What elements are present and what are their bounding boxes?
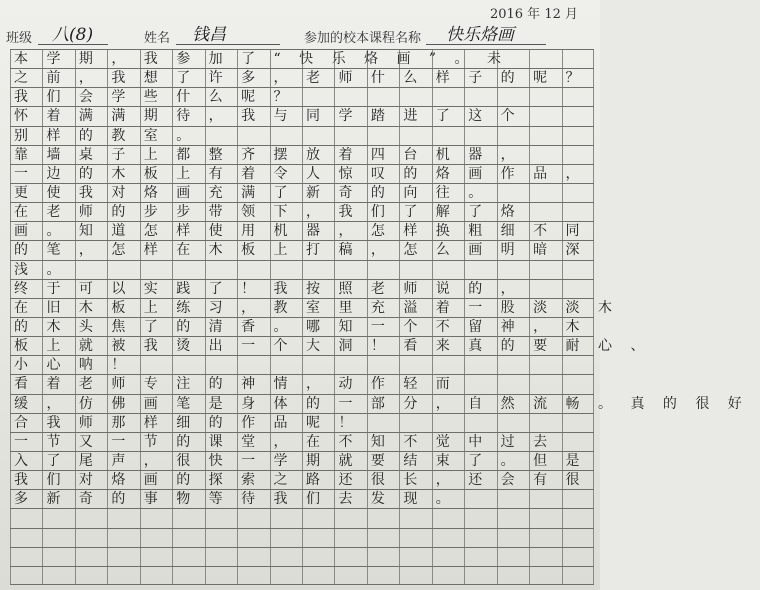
grid-row	[10, 470, 598, 489]
essay-line: 小心呐！	[14, 357, 144, 374]
grid-cell	[107, 509, 139, 527]
name-label: 姓名	[144, 31, 171, 46]
grid-cell	[529, 567, 561, 584]
date-label: 2016 年 12 月	[489, 7, 578, 22]
class-value: 八(8)	[52, 25, 94, 45]
course-underline	[426, 44, 546, 45]
grid-cell	[10, 203, 534, 221]
grid-cell	[205, 529, 237, 547]
grid-cell	[140, 548, 172, 566]
grid-cell	[10, 184, 501, 202]
grid-cell	[10, 337, 663, 355]
grid-cell	[367, 509, 399, 527]
grid-row	[10, 202, 594, 221]
grid-cell	[10, 165, 598, 183]
grid-cell	[10, 318, 598, 336]
grid-cell	[529, 509, 561, 527]
grid-cell	[464, 509, 496, 527]
grid-cell	[10, 548, 42, 566]
grid-cell	[42, 529, 74, 547]
grid-row	[10, 394, 760, 413]
grid-cell	[432, 567, 464, 584]
grid-cell	[42, 567, 74, 584]
grid-row	[10, 566, 594, 585]
grid-row	[10, 106, 594, 125]
grid-row	[10, 126, 594, 145]
grid-cell	[140, 567, 172, 584]
grid-cell	[270, 509, 302, 527]
grid-cell	[464, 567, 496, 584]
grid-cell	[10, 509, 42, 527]
grid-cell	[10, 433, 566, 451]
grid-cell	[172, 529, 204, 547]
grid-row	[10, 164, 598, 183]
grid-cell	[107, 548, 139, 566]
grid-cell	[75, 567, 107, 584]
grid-cell	[172, 548, 204, 566]
name-underline	[176, 44, 280, 45]
essay-line: 一边的木板上有着令人惊叹的烙画作品，	[14, 165, 598, 182]
grid-cell	[237, 509, 269, 527]
class-label: 班级	[6, 31, 33, 46]
grid-cell	[529, 548, 561, 566]
writing-grid	[10, 49, 760, 585]
grid-row	[10, 260, 594, 279]
grid-cell	[107, 529, 139, 547]
essay-line: 合我师那样细的作品呢！	[14, 414, 371, 431]
grid-row	[10, 508, 594, 527]
grid-cell	[367, 548, 399, 566]
grid-cell	[529, 529, 561, 547]
grid-cell	[399, 529, 431, 547]
essay-line: 的笔，怎样在木板上打稿，怎么画明暗深	[14, 242, 598, 259]
essay-line: 靠墙桌子上都整齐摆放着四台机器，	[14, 146, 534, 163]
grid-cell	[107, 567, 139, 584]
grid-cell	[562, 567, 594, 584]
grid-cell	[172, 567, 204, 584]
grid-cell	[432, 509, 464, 527]
grid-cell	[464, 529, 496, 547]
grid-cell	[334, 548, 366, 566]
grid-cell	[10, 471, 598, 489]
grid-cell	[562, 548, 594, 566]
grid-cell	[205, 509, 237, 527]
grid-row	[10, 49, 594, 68]
grid-row	[10, 451, 598, 470]
grid-row	[10, 374, 594, 393]
grid-cell	[302, 529, 334, 547]
class-underline	[38, 44, 108, 45]
grid-row	[10, 145, 594, 164]
grid-cell	[10, 299, 631, 317]
grid-cell	[562, 529, 594, 547]
grid-cell	[10, 50, 520, 68]
grid-cell	[42, 548, 74, 566]
grid-cell	[399, 509, 431, 527]
grid-cell	[10, 280, 534, 298]
grid-cell	[140, 509, 172, 527]
grid-cell	[75, 509, 107, 527]
grid-cell	[10, 107, 534, 125]
course-label: 参加的校本课程名称	[304, 31, 422, 46]
grid-cell	[10, 69, 598, 87]
grid-cell	[302, 567, 334, 584]
essay-line: 一节又一节的课堂，在不知不觉中过去	[14, 433, 566, 450]
grid-row	[10, 87, 594, 106]
essay-line: 板上就被我烫出一个大洞！看来真的要耐心、	[14, 338, 663, 355]
grid-cell	[172, 509, 204, 527]
essay-line: 在老师的步步带领下，我们了解了烙	[14, 204, 534, 221]
grid-cell	[237, 567, 269, 584]
essay-line: 缓，仿佛画笔是身体的一部分，自然流畅。真的很好	[14, 395, 760, 412]
grid-cell	[432, 529, 464, 547]
essay-line: 更使我对烙画充满了新奇的向往。	[14, 184, 501, 201]
grid-cell	[205, 548, 237, 566]
essay-line: 我们会学些什么呢？	[14, 89, 306, 106]
grid-cell	[10, 395, 760, 413]
grid-row	[10, 528, 594, 547]
grid-row	[10, 183, 594, 202]
grid-cell	[237, 529, 269, 547]
grid-cell	[497, 509, 529, 527]
grid-cell	[10, 490, 469, 508]
grid-cell	[10, 356, 144, 374]
essay-line: 多新奇的事物等待我们去发现。	[14, 491, 469, 508]
name-value: 钱昌	[192, 25, 226, 45]
grid-cell	[334, 529, 366, 547]
grid-row	[10, 547, 594, 566]
grid-cell	[42, 509, 74, 527]
grid-cell	[10, 146, 534, 164]
grid-cell	[10, 375, 469, 393]
grid-row	[10, 355, 594, 374]
grid-cell	[75, 548, 107, 566]
essay-line: 看着老师专注的神情，动作轻而	[14, 376, 469, 393]
essay-line: 的木头焦了的清香。哪知一个不留神，木	[14, 318, 598, 335]
grid-row	[10, 298, 631, 317]
grid-cell	[10, 452, 598, 470]
grid-row	[10, 413, 594, 432]
grid-cell	[10, 222, 598, 240]
grid-cell	[237, 548, 269, 566]
grid-cell	[302, 509, 334, 527]
grid-cell	[270, 529, 302, 547]
grid-cell	[334, 567, 366, 584]
grid-row	[10, 489, 594, 508]
grid-row	[10, 432, 594, 451]
grid-row	[10, 279, 594, 298]
grid-cell	[562, 509, 594, 527]
course-value: 快乐烙画	[446, 25, 514, 45]
grid-cell	[497, 529, 529, 547]
grid-cell	[432, 548, 464, 566]
essay-line: 在旧木板上练习，教室里充溢着一股淡淡木	[14, 299, 631, 316]
essay-line: 本学期，我参加了“快乐烙画”。未	[14, 51, 520, 67]
essay-line: 终于可以实践了！我按照老师说的，	[14, 280, 534, 297]
grid-cell	[75, 529, 107, 547]
grid-cell	[10, 567, 42, 584]
essay-line: 画。知道怎样使用机器，怎样换粗细不同	[14, 223, 598, 240]
grid-row	[10, 336, 663, 355]
grid-cell	[270, 567, 302, 584]
essay-line: 别样的教室。	[14, 127, 209, 144]
grid-cell	[10, 261, 79, 279]
grid-row	[10, 317, 598, 336]
grid-cell	[334, 509, 366, 527]
grid-cell	[10, 414, 371, 432]
grid-cell	[464, 548, 496, 566]
grid-row	[10, 68, 598, 87]
essay-line: 怀着满满期待，我与同学踏进了这个	[14, 108, 534, 125]
grid-row	[10, 221, 598, 240]
essay-line: 之前，我想了许多，老师什么样子的呢？	[14, 70, 598, 87]
grid-cell	[497, 567, 529, 584]
grid-cell	[10, 241, 598, 259]
grid-cell	[302, 548, 334, 566]
essay-line: 浅。	[14, 261, 79, 278]
grid-cell	[399, 567, 431, 584]
essay-line: 入了尾声，很快一学期就要结束了。但是	[14, 452, 598, 469]
grid-cell	[399, 548, 431, 566]
grid-cell	[10, 88, 306, 106]
grid-cell	[270, 548, 302, 566]
grid-cell	[367, 529, 399, 547]
grid-cell	[10, 127, 209, 145]
grid-cell	[140, 529, 172, 547]
essay-line: 我们对烙画的探索之路还很长，还会有很	[14, 472, 598, 489]
grid-row	[10, 240, 598, 259]
grid-cell	[367, 567, 399, 584]
grid-cell	[205, 567, 237, 584]
form-header	[6, 20, 596, 46]
grid-cell	[10, 529, 42, 547]
grid-cell	[497, 548, 529, 566]
